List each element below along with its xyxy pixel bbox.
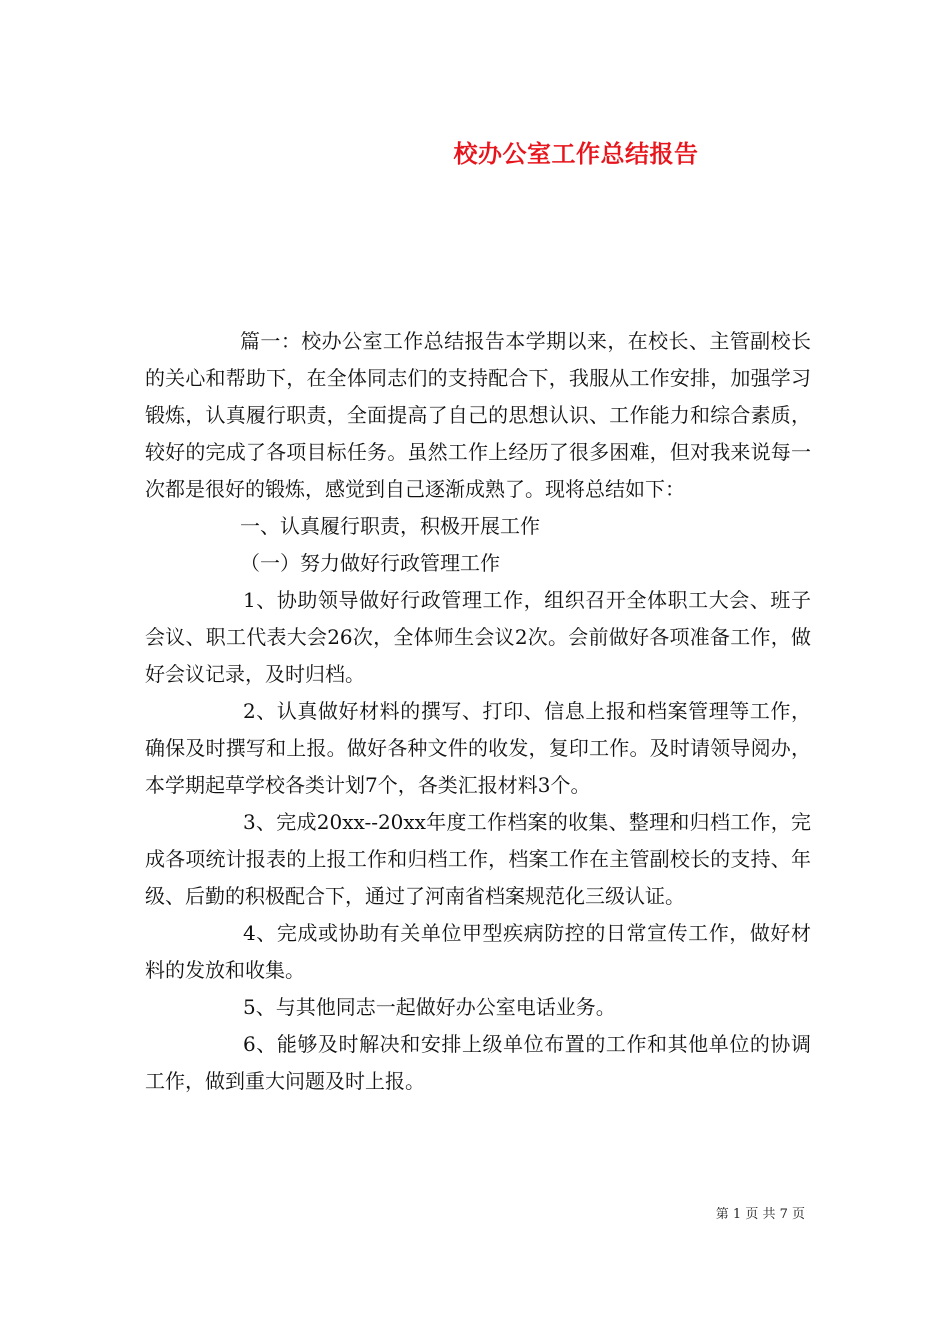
paragraph-intro: 篇一：校办公室工作总结报告本学期以来，在校长、主管副校长的关心和帮助下，在全体同志们的支持配合下，我服从工作安排，加强学习锻炼，认真履行职责，全面提高了自己的思想认识、工作能力和综合素质，较好的完成了各项目标任务。虽然工作上经历了很多困难，但对我来说每一次都是很好的锻炼，感觉到自己逐渐成熟了。现将总结如下： [145, 329, 811, 501]
paragraph-item-1: 1、协助领导做好行政管理工作，组织召开全体职工大会、班子会议、职工代表大会26次，全体师生会议2次。会前做好各项准备工作，做好会议记录，及时归档。 [145, 588, 811, 686]
page-title: 校办公室工作总结报告 [453, 139, 699, 168]
paragraph-item-3: 3、完成20xx--20xx年度工作档案的收集、整理和归档工作，完成各项统计报表的上报工作和归档工作，档案工作在主管副校长的支持、年级、后勤的积极配合下，通过了河南省档案规范化三级认证。 [145, 810, 811, 908]
subsection-heading: （一）努力做好行政管理工作 [240, 551, 500, 575]
document-body [145, 323, 811, 1100]
section-heading: 一、认真履行职责，积极开展工作 [240, 514, 540, 538]
paragraph-item-5: 5、与其他同志一起做好办公室电话业务。 [243, 995, 616, 1019]
paragraph-item-6: 6、能够及时解决和安排上级单位布置的工作和其他单位的协调工作，做到重大问题及时上报。 [145, 1032, 811, 1093]
page-number-footer: 第 1 页 共 7 页 [715, 1207, 805, 1222]
paragraph-item-2: 2、认真做好材料的撰写、打印、信息上报和档案管理等工作，确保及时撰写和上报。做好各种文件的收发，复印工作。及时请领导阅办，本学期起草学校各类计划7个，各类汇报材料3个。 [145, 699, 811, 797]
paragraph-item-4: 4、完成或协助有关单位甲型疾病防控的日常宣传工作，做好材料的发放和收集。 [145, 921, 811, 982]
